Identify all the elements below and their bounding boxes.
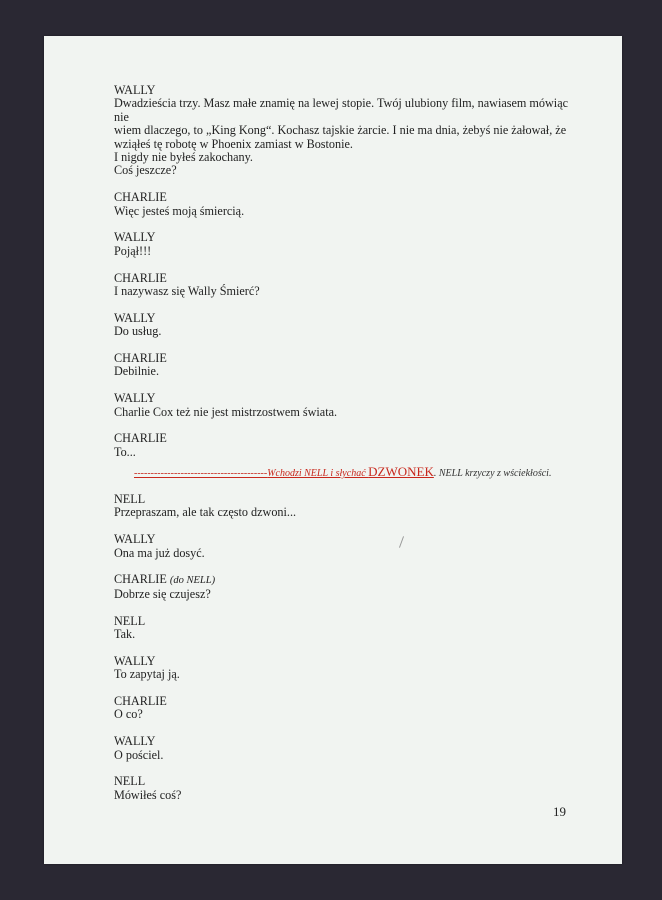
dialogue-line: Więc jesteś moją śmiercią. (114, 203, 245, 218)
dialogue-block (114, 231, 584, 258)
dialogue-line: O pościel. (114, 747, 164, 762)
speaker-name (114, 615, 584, 628)
speaker-name (114, 735, 584, 748)
parenthetical: (do NELL) (169, 575, 216, 587)
dialogue-block (114, 735, 584, 762)
dialogue-line: Dwadzieścia trzy. Masz małe znamię na lewej stopie. Twój ulubiony film, nawiasem mówiąc nie (114, 96, 569, 124)
speaker-label: CHARLIE (114, 190, 167, 205)
dialogue-line: Ona ma już dosyć. (114, 545, 205, 560)
dialogue-block (114, 432, 584, 459)
dialogue-block (114, 573, 584, 601)
dialogue-block (114, 352, 584, 379)
speaker-name (114, 312, 584, 325)
dialogue-line: I nigdy nie byłeś zakochany. (114, 150, 253, 165)
dialogue-block (114, 272, 584, 299)
speaker-label: CHARLIE (114, 694, 167, 709)
dialogue-line: O co? (114, 707, 143, 722)
speaker-name (114, 533, 584, 546)
dialogue-block (114, 533, 584, 560)
dialogue-line: Charlie Cox też nie jest mistrzostwem świata. (114, 404, 338, 419)
speaker-name (114, 84, 584, 97)
speaker-label: WALLY (114, 310, 156, 325)
dialogue-line: Dobrze się czujesz? (114, 586, 211, 601)
speaker-label: NELL (114, 774, 146, 789)
stage-direction-bell: DZWONEK (368, 463, 434, 479)
speaker-name (114, 191, 584, 204)
speaker-label: WALLY (114, 734, 156, 749)
speaker-label: CHARLIE (114, 572, 167, 587)
dialogue-block (114, 392, 584, 419)
speaker-label: NELL (114, 613, 146, 628)
speaker-name (114, 432, 584, 445)
stage-direction (134, 465, 584, 480)
dialogue-line: Do usług. (114, 324, 162, 339)
dialogue-section-2 (114, 493, 584, 802)
dialogue-line: Tak. (114, 627, 136, 642)
speaker-name (114, 231, 584, 244)
dialogue-line: Pojął!!! (114, 243, 152, 258)
speaker-label: WALLY (114, 83, 156, 97)
speaker-label: WALLY (114, 391, 156, 406)
dialogue-block (114, 84, 584, 178)
speaker-name (114, 655, 584, 668)
dialogue-section-1 (114, 84, 584, 459)
dialogue-line: Mówiłeś coś? (114, 787, 182, 802)
speaker-name (114, 392, 584, 405)
dialogue-block (114, 312, 584, 339)
speaker-label: NELL (114, 492, 146, 507)
dialogue-line: Debilnie. (114, 364, 160, 379)
script-page (44, 36, 622, 864)
stage-direction-dashes: ---------------------------------------- (134, 467, 268, 479)
dialogue-line: To zapytaj ją. (114, 667, 180, 682)
speaker-name (114, 352, 584, 365)
stage-direction-part1: Wchodzi NELL i słychać (267, 467, 369, 479)
dialogue-block (114, 775, 584, 802)
speaker-label: CHARLIE (114, 270, 167, 285)
dialogue-line: Coś jeszcze? (114, 163, 177, 178)
dialogue-block (114, 493, 584, 520)
dialogue-line: wiem dlaczego, to „King Kong“. Kochasz tajskie żarcie. I nie ma dnia, żebyś nie żałował, że (114, 123, 567, 138)
speaker-name (114, 272, 584, 285)
speaker-name (114, 695, 584, 708)
dialogue-block (114, 655, 584, 682)
dialogue-line: Przepraszam, ale tak często dzwoni... (114, 505, 297, 520)
speaker-label: WALLY (114, 230, 156, 245)
dialogue-block (114, 191, 584, 218)
dialogue-block (114, 695, 584, 722)
dialogue-content (114, 84, 584, 816)
speaker-name (114, 493, 584, 506)
dialogue-line: I nazywasz się Wally Śmierć? (114, 284, 260, 299)
dialogue-block (114, 615, 584, 642)
speaker-label: WALLY (114, 532, 156, 547)
speaker-label: WALLY (114, 653, 156, 668)
speaker-name (114, 775, 584, 788)
speaker-name (114, 573, 584, 587)
stage-direction-part3: . NELL krzyczy z wściekłości. (433, 467, 552, 479)
speaker-label: CHARLIE (114, 431, 167, 446)
dialogue-line: wziąłeś tę robotę w Phoenix zamiast w Bostonie. (114, 136, 353, 151)
speaker-label: CHARLIE (114, 351, 167, 366)
page-number: 19 (553, 804, 566, 819)
dialogue-line: To... (114, 444, 136, 459)
